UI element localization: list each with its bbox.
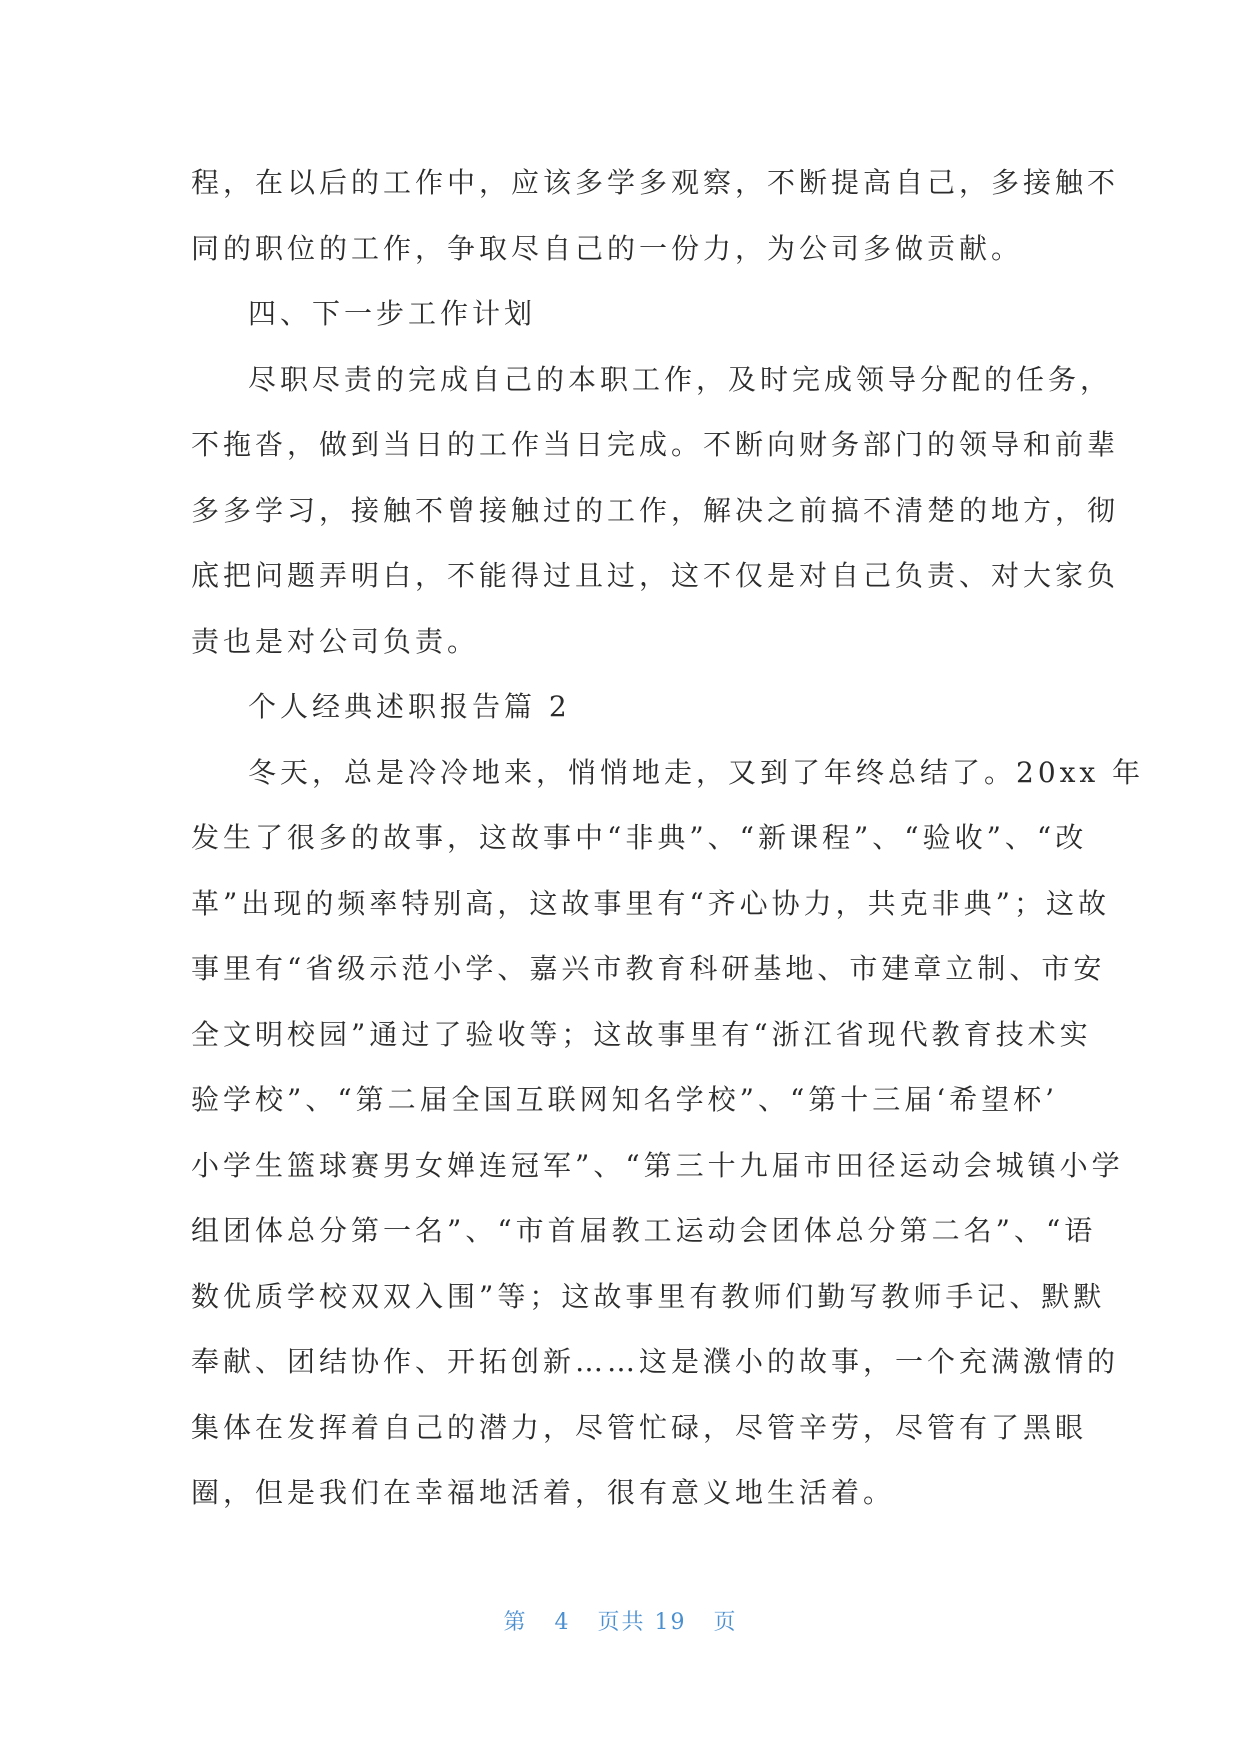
- section-heading-next-plan: 四、下一步工作计划: [248, 297, 537, 330]
- body-line-5: 不拖沓，做到当日的工作当日完成。不断向财务部门的领导和前辈: [191, 428, 1120, 461]
- body-line-13: 事里有“省级示范小学、嘉兴市教育科研基地、市建章立制、市安: [191, 952, 1106, 985]
- body-line-8: 责也是对公司负责。: [191, 624, 480, 658]
- body-line-14: 全文明校园”通过了验收等；这故事里有“浙江省现代教育技术实: [191, 1017, 1092, 1051]
- footer-middle: 页共: [597, 1610, 646, 1635]
- body-line-19: 奉献、团结协作、开拓创新……这是濮小的故事，一个充满激情的: [191, 1345, 1120, 1378]
- body-line-17: 组团体总分第一名”、“市首届教工运动会团体总分第二名”、“语: [191, 1214, 1097, 1247]
- body-line-6: 多多学习，接触不曾接触过的工作，解决之前搞不清楚的地方，彻: [191, 493, 1120, 527]
- body-line-10: 冬天，总是冷冷地来，悄悄地走，又到了年终总结了。20xx 年: [248, 755, 1145, 789]
- footer-current-page: 4: [554, 1610, 571, 1635]
- body-line-2: 同的职位的工作，争取尽自己的一份力，为公司多做贡献。: [191, 231, 1024, 265]
- footer-prefix: 第: [503, 1610, 528, 1635]
- document-body: [191, 150, 1145, 1526]
- footer-suffix: 页: [713, 1610, 738, 1635]
- body-line-7: 底把问题弄明白，不能得过且过，这不仅是对自己负责、对大家负: [191, 559, 1120, 592]
- body-line-4: 尽职尽责的完成自己的本职工作，及时完成领导分配的任务，: [248, 362, 1113, 396]
- body-line-11: 发生了很多的故事，这故事中“非典”、“新课程”、“验收”、“改: [191, 821, 1088, 854]
- body-line-16: 小学生篮球赛男女婵连冠军”、“第三十九届市田径运动会城镇小学: [191, 1148, 1124, 1182]
- page-footer: [0, 1605, 1241, 1636]
- body-line-1: 程，在以后的工作中，应该多学多观察，不断提高自己，多接触不: [191, 166, 1120, 199]
- body-line-20: 集体在发挥着自己的潜力，尽管忙碌，尽管辛劳，尽管有了黑眼: [191, 1410, 1088, 1444]
- body-line-15: 验学校”、“第二届全国互联网知名学校”、“第十三届‘希望杯’: [191, 1083, 1059, 1116]
- body-line-18: 数优质学校双双入围”等；这故事里有教师们勤写教师手记、默默: [191, 1279, 1106, 1313]
- body-line-12: 革”出现的频率特别高，这故事里有“齐心协力，共克非典”；这故: [191, 886, 1110, 920]
- body-line-21: 圈，但是我们在幸福地活着，很有意义地生活着。: [191, 1476, 896, 1509]
- footer-total-pages: 19: [654, 1610, 687, 1635]
- article-title: 个人经典述职报告篇 2: [248, 690, 571, 723]
